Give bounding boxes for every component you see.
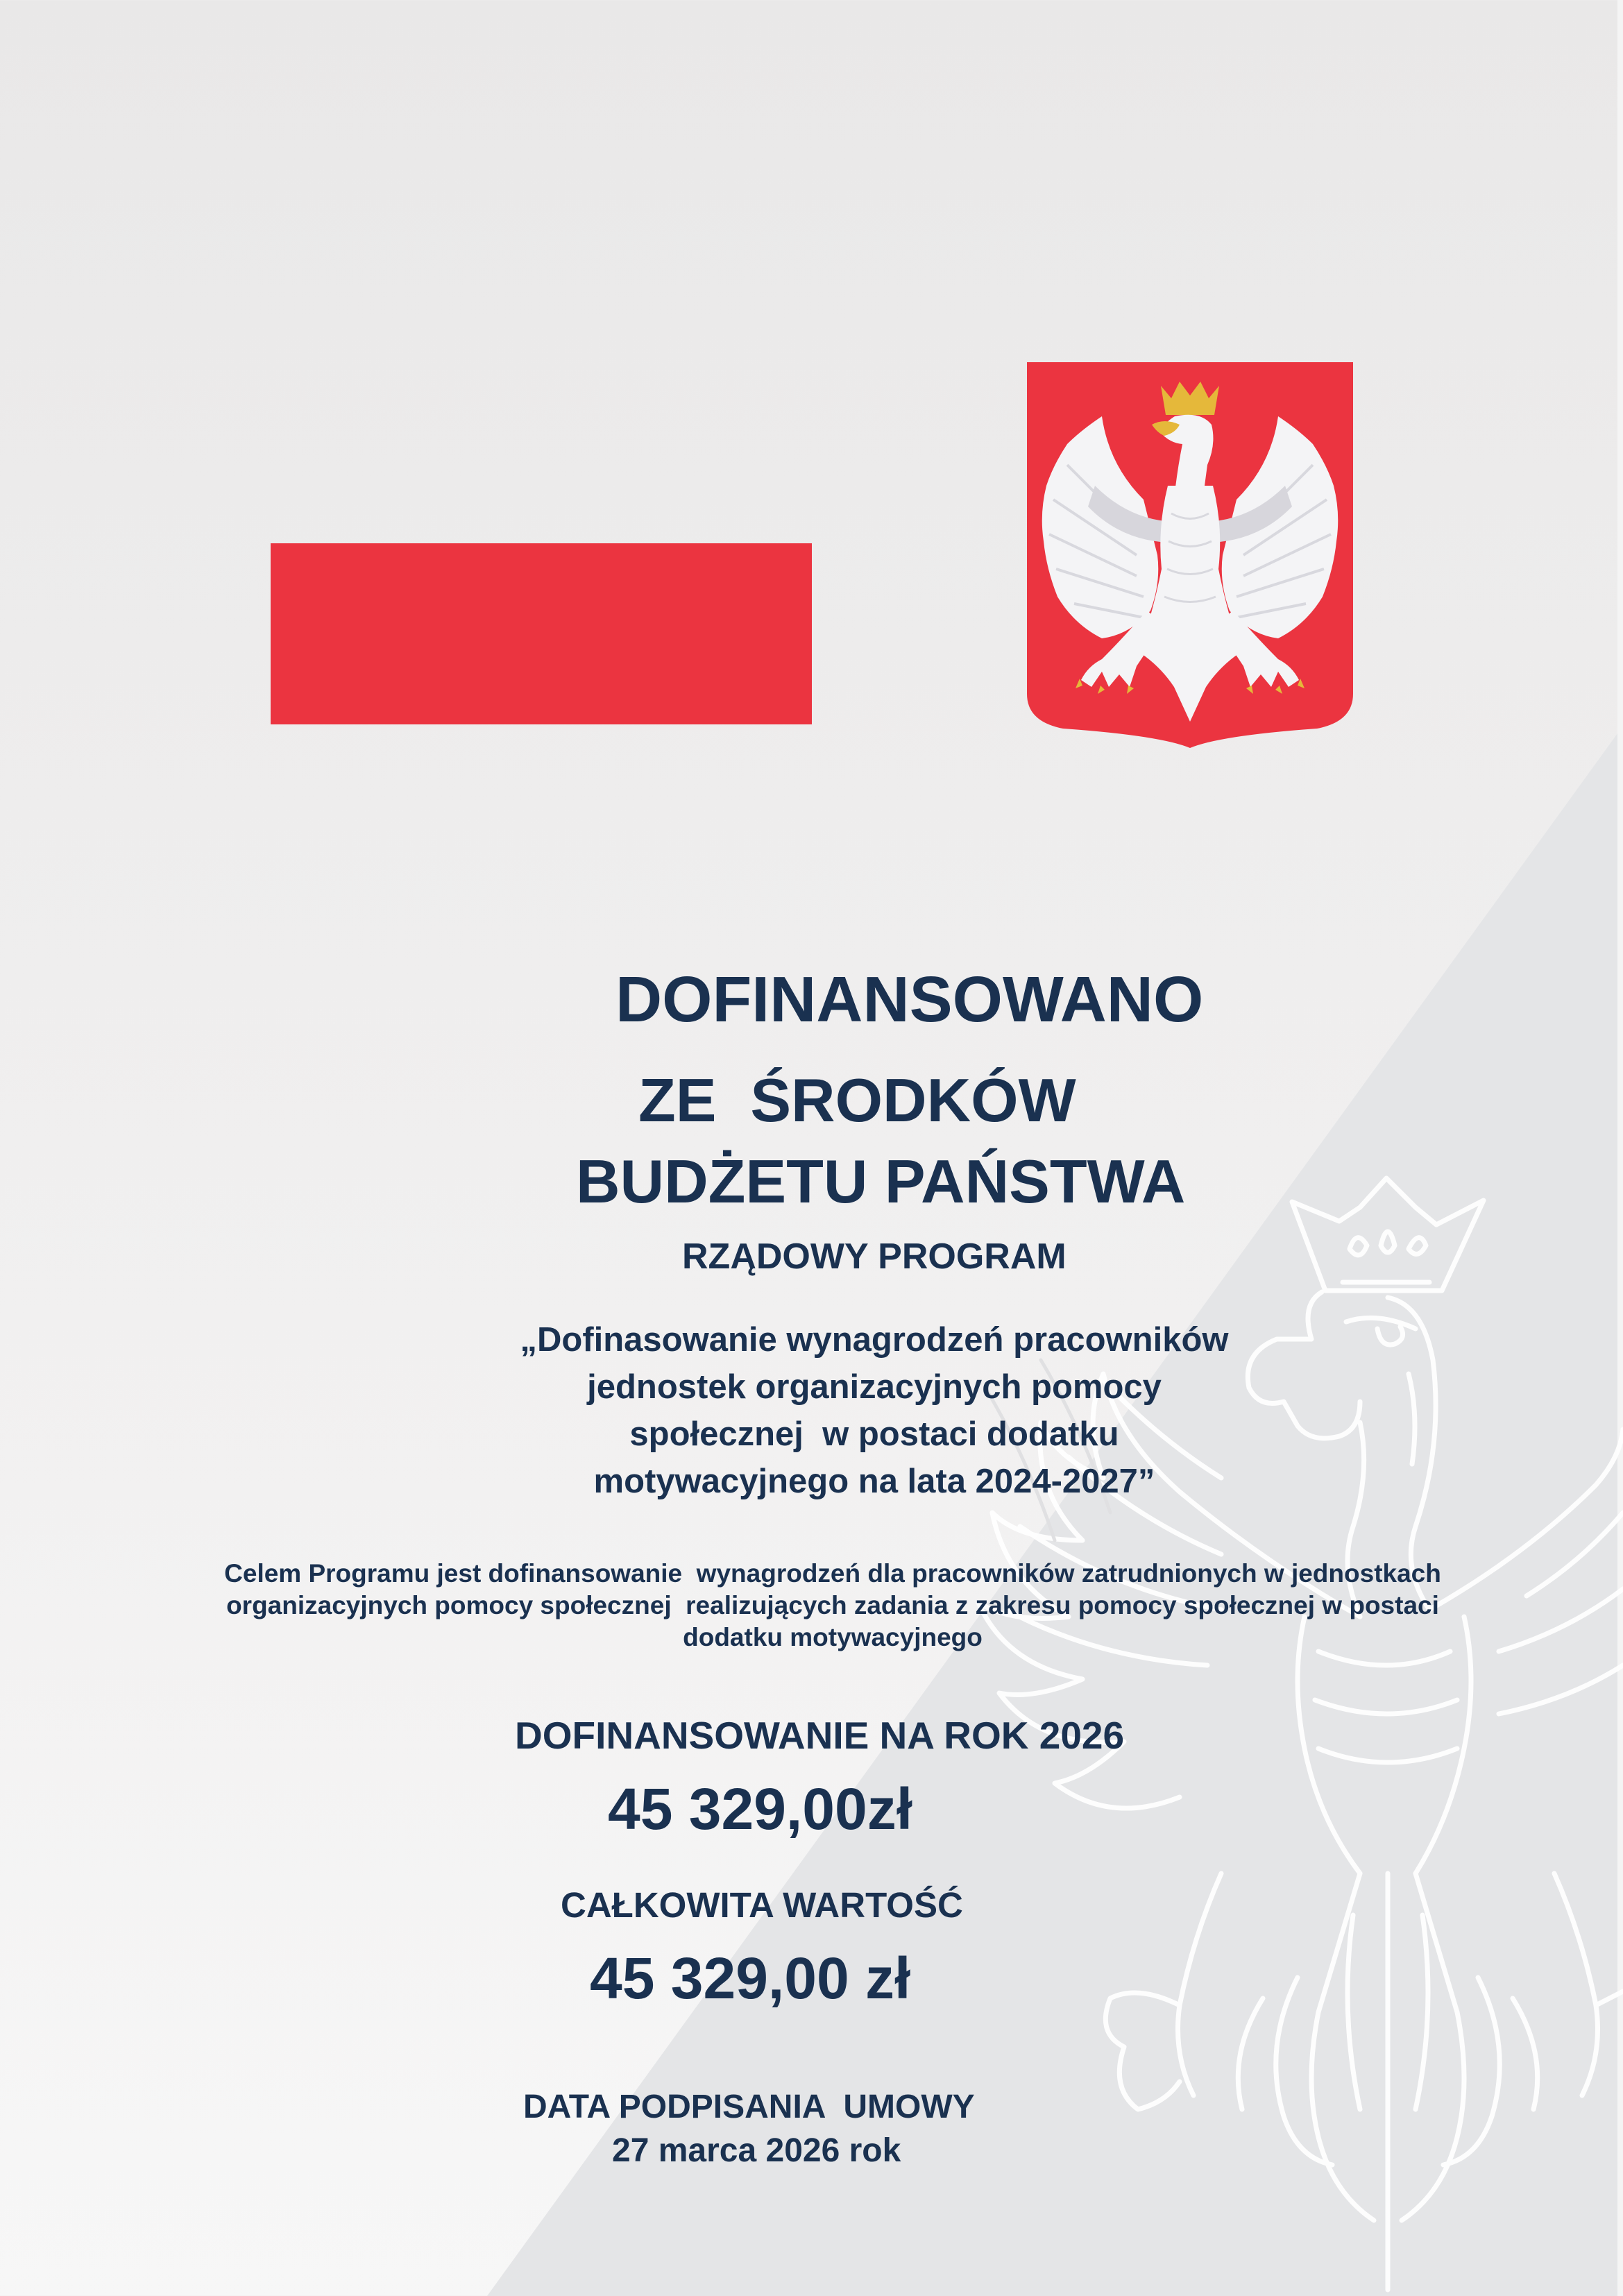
total-value-amount: 45 329,00 zł [590,1946,911,2011]
funding-year-label: DOFINANSOWANIE NA ROK 2026 [515,1714,1125,1757]
title-line-3: BUDŻETU PAŃSTWA [576,1147,1186,1216]
agreement-date-label: DATA PODPISANIA UMOWY [523,2089,975,2125]
program-label: RZĄDOWY PROGRAM [682,1236,1067,1277]
polish-coat-of-arms-icon [1026,361,1354,749]
total-value-label: CAŁKOWITA WARTOŚĆ [561,1885,963,1925]
program-name-line: „Dofinasowanie wynagrodzeń pracowników [520,1321,1229,1359]
agreement-date-value: 27 marca 2026 rok [612,2132,901,2169]
funding-year-amount: 45 329,00zł [608,1776,913,1842]
polish-flag-icon [271,543,812,724]
goal-line: organizacyjnych pomocy społecznej realizujących zadania z zakresu pomocy społecznej w postaci [226,1591,1439,1619]
program-goal-description [139,1558,1527,1653]
program-name-line: jednostek organizacyjnych pomocy [587,1368,1162,1406]
program-name-line: społecznej w postaci dodatku [629,1415,1119,1453]
goal-line: Celem Programu jest dofinansowanie wynagrodzeń dla pracowników zatrudnionych w jednostkach [224,1559,1441,1588]
title-line-1: DOFINANSOWANO [615,963,1204,1035]
program-name [389,1316,1360,1505]
program-name-line: motywacyjnego na lata 2024-2027” [593,1463,1155,1500]
title-line-2: ZE ŚRODKÓW [638,1066,1076,1134]
goal-line: dodatku motywacyjnego [683,1623,983,1651]
